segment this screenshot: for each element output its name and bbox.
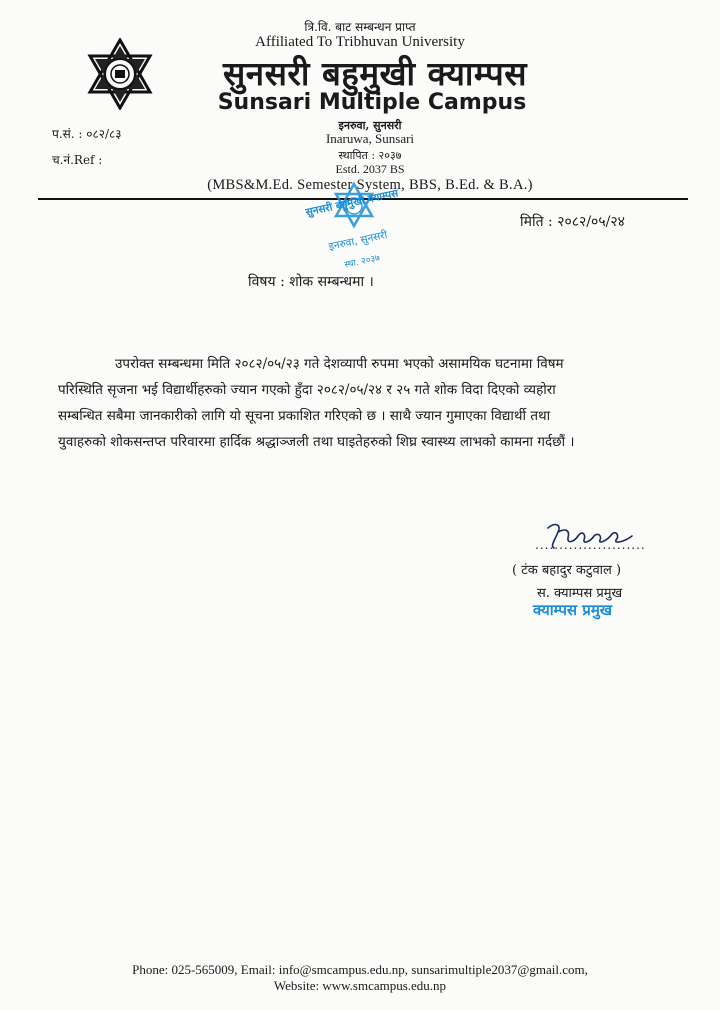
affiliation-english: Affiliated To Tribhuvan University: [255, 34, 465, 50]
footer-website: Website: www.smcampus.edu.np: [273, 978, 447, 993]
stamp-signer-title: क्याम्पस प्रमुख: [533, 601, 613, 619]
letter-date: मिति : २०८२/०५/२४: [520, 214, 625, 230]
signer-title: स. क्याम्पस प्रमुख: [537, 586, 623, 601]
body-line: युवाहरुको शोकसन्तप्त परिवारमा हार्दिक श्रद्धाञ्जली तथा घाइतेहरुको शिघ्र स्वास्थ्य लाभको कामना गर्दछौं ।: [58, 434, 575, 450]
dispatch-number: च.नं.Ref :: [52, 153, 103, 167]
campus-name-english: Sunsari Multiple Campus: [217, 90, 527, 115]
footer-contact: Phone: 025-565009, Email: info@smcampus.edu.np, sunsarimultiple2037@gmail.com,: [132, 962, 588, 977]
body-line: उपरोक्त सम्बन्धमा मिति २०८२/०५/२३ गते देशव्यापी रुपमा भएको असामयिक घटनामा विषम: [115, 356, 564, 372]
address-english: Inaruwa, Sunsari: [325, 131, 415, 146]
letter-body: [58, 351, 665, 455]
established-nepali: स्थापित : २०३७: [338, 149, 402, 162]
address-nepali: इनरुवा, सुनसरी: [338, 119, 402, 132]
reference-number: प.सं. : ०८२/८३: [52, 127, 122, 141]
signer-name: ( टंक बहादुर कटुवाल ): [512, 563, 622, 578]
stamp-text-bottom: स्था. २०३७: [343, 253, 381, 271]
campus-name-nepali: सुनसरी बहुमुखी क्याम्पस: [222, 54, 527, 93]
established-english: Estd. 2037 BS: [335, 162, 405, 176]
affiliation-nepali: त्रि.वि. बाट सम्बन्धन प्राप्त: [304, 20, 416, 34]
body-line: सम्बन्धित सबैमा जानकारीको लागि यो सूचना प्रकाशित गरिएको छ । साथै ज्यान गुमाएका विद्यार्थी तथा: [58, 408, 551, 424]
stamp-text-mid: इनरुवा, सुनसरी: [327, 228, 389, 254]
body-line: परिस्थिति सृजना भई विद्यार्थीहरुको ज्यान गएको हुँदा २०८२/०५/२४ र २५ गते शोक विदा दिएको व्यहोरा: [58, 382, 556, 398]
signature-line: .......................: [535, 538, 646, 552]
stamp-text-top: सुनसरी बहुमुखी क्याम्पस: [304, 187, 400, 219]
letter-subject: विषय : शोक सम्बन्धमा ।: [248, 274, 374, 290]
programs-offered: (MBS&M.Ed. Semester System, BBS, B.Ed. & B.A.): [207, 177, 533, 193]
